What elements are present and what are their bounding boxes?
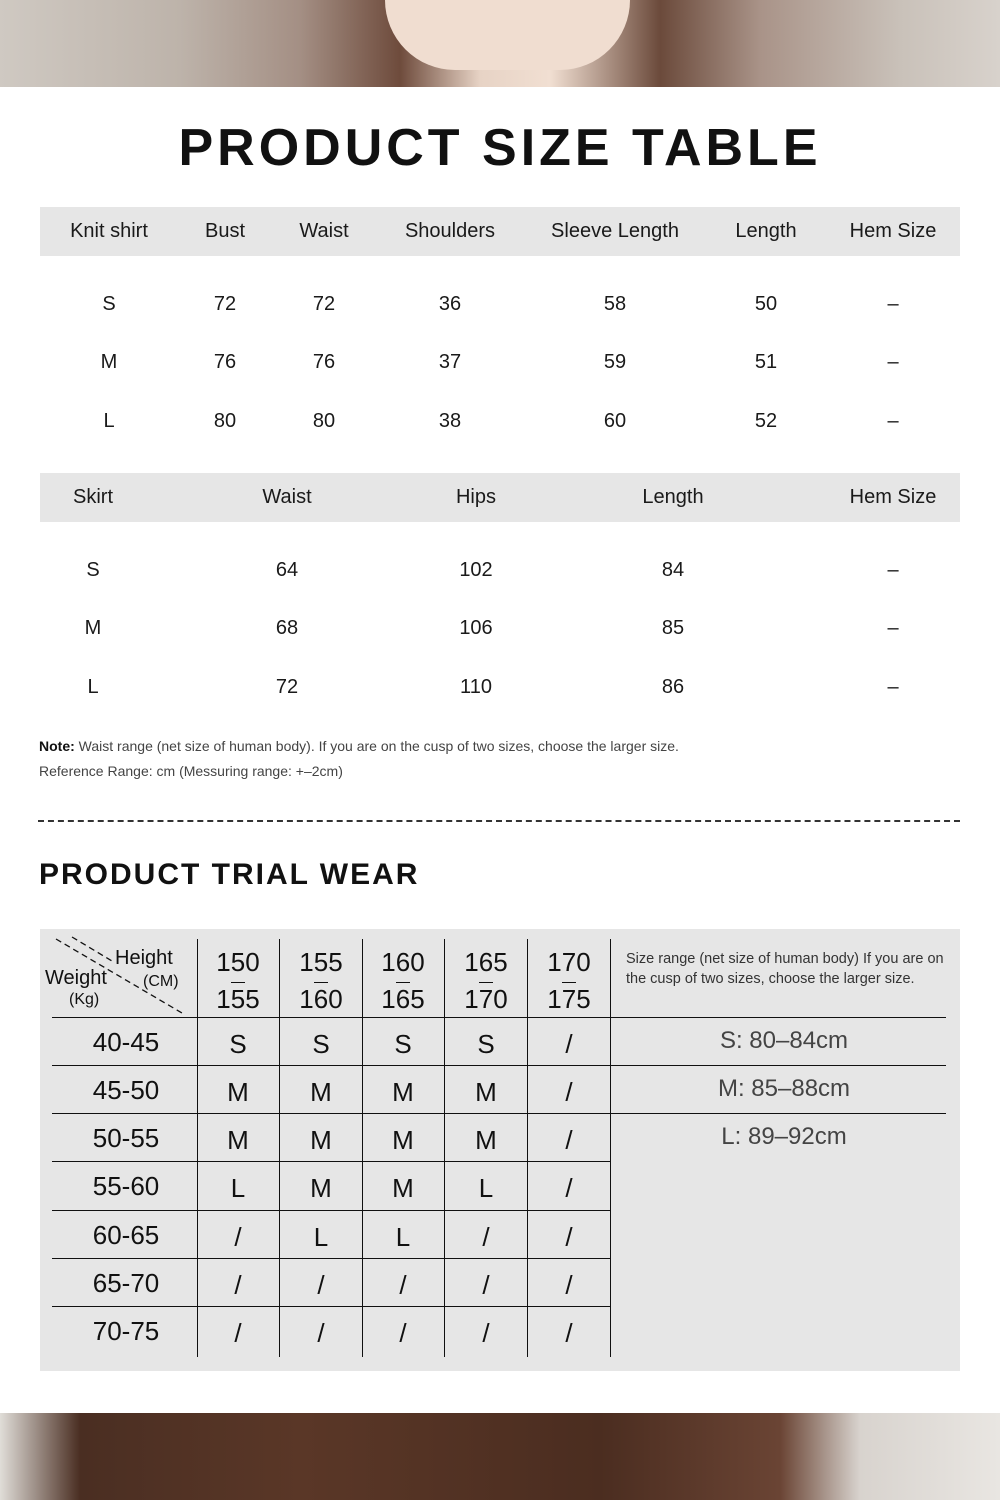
grid-horizontal-line [52, 1065, 946, 1066]
weight-range: 40-45 [92, 1027, 160, 1057]
knit-cell: M [100, 351, 118, 373]
height-to: 165 [381, 984, 425, 1014]
recommended-size: / [565, 1173, 573, 1203]
grid-horizontal-line [52, 1210, 610, 1211]
height-from: 160 [381, 947, 425, 977]
recommended-size: / [399, 1270, 407, 1300]
height-range-dash [396, 982, 410, 983]
trial-wear-title: PRODUCT TRIAL WEAR [39, 858, 420, 891]
grid-vertical-line [527, 939, 528, 1357]
skirt-cell: 106 [459, 617, 493, 639]
model-chin [385, 0, 630, 70]
skirt-cell: – [887, 559, 899, 581]
height-to: 170 [464, 984, 508, 1014]
recommended-size: L [313, 1222, 329, 1252]
height-range-dash [314, 982, 328, 983]
recommended-size: S [312, 1029, 330, 1059]
grid-horizontal-line [52, 1017, 946, 1018]
recommended-size: / [565, 1077, 573, 1107]
section-divider [38, 820, 960, 822]
knit-cell: L [103, 410, 115, 432]
size-range-2: L: 89–92cm [721, 1123, 847, 1150]
recommended-size: / [234, 1270, 242, 1300]
knit-cell: 52 [754, 410, 778, 432]
weight-range: 65-70 [92, 1268, 160, 1298]
knit-header-5: Length [735, 220, 797, 242]
recommended-size: / [565, 1125, 573, 1155]
knit-cell: 76 [312, 351, 336, 373]
skirt-cell: S [86, 559, 100, 581]
size-note [39, 738, 679, 754]
knit-cell: 59 [603, 351, 627, 373]
recommended-size: M [475, 1077, 497, 1107]
knit-cell: 76 [213, 351, 237, 373]
skirt-cell: 72 [275, 676, 299, 698]
skirt-cell: L [87, 676, 99, 698]
height-from: 150 [216, 947, 260, 977]
height-to: 160 [299, 984, 343, 1014]
recommended-size: / [482, 1318, 490, 1348]
corner-cm-label: (CM) [143, 973, 179, 990]
height-range-dash [562, 982, 576, 983]
recommended-size: / [399, 1318, 407, 1348]
height-from: 165 [464, 947, 508, 977]
corner-height-label: Height [115, 947, 173, 969]
recommended-size: M [227, 1125, 249, 1155]
height-from: 155 [299, 947, 343, 977]
page-title: PRODUCT SIZE TABLE [178, 119, 822, 177]
knit-cell: 38 [438, 410, 462, 432]
knit-header-1: Bust [204, 220, 246, 242]
skirt-cell: 84 [661, 559, 685, 581]
recommended-size: M [392, 1077, 414, 1107]
skirt-cell: M [84, 617, 102, 639]
trial-size-note: Size range (net size of human body) If you are on the cusp of two sizes, choose the larger size. [626, 951, 944, 987]
height-range-dash [479, 982, 493, 983]
recommended-size: M [310, 1173, 332, 1203]
grid-horizontal-line [52, 1113, 946, 1114]
knit-cell: 80 [213, 410, 237, 432]
size-range-1: M: 85–88cm [717, 1075, 851, 1102]
weight-range: 60-65 [92, 1220, 160, 1250]
height-to: 155 [216, 984, 260, 1014]
knit-cell: 72 [213, 293, 237, 315]
model-photo-top [0, 0, 1000, 87]
weight-range: 70-75 [92, 1316, 160, 1346]
knit-header-4: Sleeve Length [551, 220, 679, 242]
corner-kg-label: (Kg) [69, 991, 100, 1008]
skirt-cell: 68 [275, 617, 299, 639]
skirt-size-table [40, 473, 960, 713]
knit-cell: 80 [312, 410, 336, 432]
skirt-header-3: Length [642, 486, 704, 508]
knit-cell: 37 [438, 351, 462, 373]
recommended-size: / [565, 1318, 573, 1348]
knit-cell: S [102, 293, 116, 315]
knit-header-2: Waist [299, 220, 349, 242]
skirt-cell: 86 [661, 676, 685, 698]
note-label: Note: [39, 738, 75, 754]
skirt-cell: 64 [275, 559, 299, 581]
skirt-header-4: Hem Size [849, 486, 937, 508]
knit-header-3: Shoulders [404, 220, 496, 242]
skirt-cell: – [887, 617, 899, 639]
knit-header-0: Knit shirt [70, 220, 148, 242]
recommended-size: S [477, 1029, 495, 1059]
recommended-size: M [392, 1173, 414, 1203]
recommended-size: L [478, 1173, 494, 1203]
recommended-size: L [230, 1173, 246, 1203]
note-line-1: Waist range (net size of human body). If you are on the cusp of two sizes, choose the larger size. [78, 738, 679, 754]
recommended-size: M [475, 1125, 497, 1155]
knit-cell: – [887, 293, 899, 315]
recommended-size: / [482, 1222, 490, 1252]
recommended-size: / [234, 1318, 242, 1348]
knit-cell: – [887, 351, 899, 373]
skirt-cell: 110 [460, 676, 492, 698]
reference-range-note: Reference Range: cm (Messuring range: +–2cm) [39, 763, 343, 779]
knit-cell: 72 [312, 293, 336, 315]
recommended-size: M [310, 1125, 332, 1155]
recommended-size: M [310, 1077, 332, 1107]
knit-header-6: Hem Size [849, 220, 937, 242]
skirt-header-1: Waist [262, 486, 312, 508]
trial-wear-table [40, 929, 960, 1371]
grid-vertical-line [362, 939, 363, 1357]
knit-cell: 51 [754, 351, 778, 373]
skirt-cell: 85 [661, 617, 685, 639]
skirt-table-header [40, 473, 960, 522]
recommended-size: / [234, 1222, 242, 1252]
grid-vertical-line [610, 939, 611, 1357]
knit-cell: 58 [603, 293, 627, 315]
recommended-size: M [227, 1077, 249, 1107]
knit-cell: 60 [603, 410, 627, 432]
knit-table-header [40, 207, 960, 256]
recommended-size: S [394, 1029, 412, 1059]
skirt-header-2: Hips [455, 486, 497, 508]
recommended-size: / [317, 1270, 325, 1300]
grid-vertical-line [197, 939, 198, 1357]
recommended-size: / [565, 1222, 573, 1252]
size-range-0: S: 80–84cm [719, 1027, 849, 1054]
knit-shirt-size-table [40, 207, 960, 447]
grid-vertical-line [444, 939, 445, 1357]
skirt-cell: 102 [459, 559, 493, 581]
grid-vertical-line [279, 939, 280, 1357]
grid-horizontal-line [52, 1258, 610, 1259]
weight-range: 55-60 [92, 1171, 160, 1201]
weight-range: 50-55 [92, 1123, 160, 1153]
skirt-cell: – [887, 676, 899, 698]
recommended-size: / [565, 1270, 573, 1300]
recommended-size: L [395, 1222, 411, 1252]
knit-cell: – [887, 410, 899, 432]
grid-horizontal-line [52, 1161, 610, 1162]
height-to: 175 [547, 984, 591, 1014]
recommended-size: S [229, 1029, 247, 1059]
recommended-size: M [392, 1125, 414, 1155]
height-range-dash [231, 982, 245, 983]
knit-cell: 50 [754, 293, 778, 315]
recommended-size: / [565, 1029, 573, 1059]
skirt-header-0: Skirt [73, 486, 113, 508]
weight-range: 45-50 [92, 1075, 160, 1105]
model-photo-bottom [0, 1413, 1000, 1500]
recommended-size: / [482, 1270, 490, 1300]
knit-cell: 36 [438, 293, 462, 315]
grid-horizontal-line [52, 1306, 610, 1307]
height-from: 170 [547, 947, 591, 977]
recommended-size: / [317, 1318, 325, 1348]
corner-weight-label: Weight [45, 967, 107, 989]
